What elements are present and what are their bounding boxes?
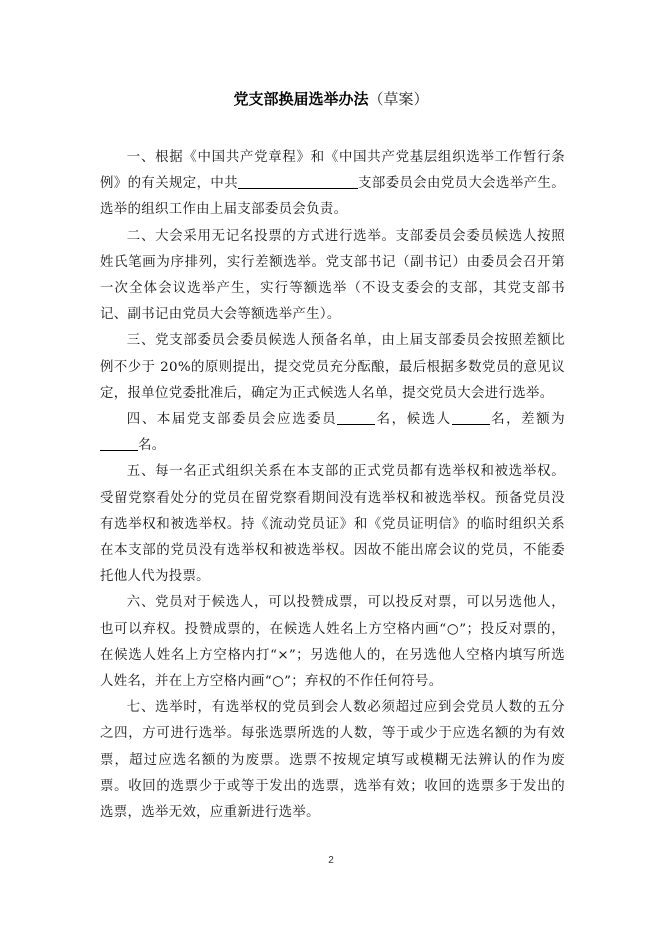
paragraph-2: 二、大会采用无记名投票的方式进行选举。支部委员会委员候选人按照姓氏笔画为序排列，实行差额选举。党支部书记（副书记）由委员会召开第一次全体会议选举产生，实行等额选举（不设支委会的支部，其党支部书记、副书记由党员大会等额选举产生）。 <box>100 228 565 323</box>
title-main: 党支部换届选举办法 <box>233 90 369 108</box>
paragraph-5: 五、每一名正式组织关系在本支部的正式党员都有选举权和被选举权。受留党察看处分的党员在留党察看期间没有选举权和被选举权。预备党员没有选举权和被选举权。持《流动党员证》和《党员证明信》的临时组织关系在本支部的党员没有选举权和被选举权。因故不能出席会议的党员，不能委托他人代为投票。 <box>100 464 565 585</box>
paragraph-4-text-d: 名。 <box>138 438 166 454</box>
blank-difference-count <box>100 435 138 451</box>
document-title <box>0 89 662 109</box>
paragraph-3: 三、党支部委员会委员候选人预备名单，由上届支部委员会按照差额比例不少于 20%的原则提出，提交党员充分酝酿，最后根据多数党员的意见议定，报单位党委批准后，确定为正式候选人名单，提交党员大会进行选举。 <box>100 333 565 401</box>
paragraph-4-text-c: 名，差额为 <box>489 412 565 428</box>
blank-branch-name <box>238 173 358 189</box>
paragraph-7: 七、选举时，有选举权的党员到会人数必须超过应到会党员人数的五分之四，方可进行选举。每张选票所选的人数，等于或少于应选名额的为有效票，超过应选名额的为废票。选票不按规定填写或模糊无法辨认的作为废票。收回的选票少于或等于发出的选票，选举有效；收回的选票多于发出的选票，选举无效，应重新进行选举。 <box>100 700 565 821</box>
title-suffix: （草案） <box>368 90 429 108</box>
blank-member-count <box>337 409 375 425</box>
paragraph-4-text-b: 名，候选人 <box>375 412 452 428</box>
paragraph-1-text-a: 一、根据《中国共产党章程》和《中国共产党基层组织选举工作暂行条例》的有关规定，中共 <box>100 150 565 192</box>
document-body <box>100 145 565 826</box>
paragraph-1-text-b: 支部委员会由党员大会选举产生。选举的组织工作由上届支部委员会负责。 <box>100 176 565 218</box>
paragraph-6: 六、党员对于候选人，可以投赞成票，可以投反对票，可以另选他人，也可以弃权。投赞成票的，在候选人姓名上方空格内画“○”；投反对票的，在候选人姓名上方空格内打“×”；另选他人的，在另选他人空格内填写所选人姓名，并在上方空格内画“○”；弃权的不作任何符号。 <box>100 595 565 690</box>
paragraph-4 <box>100 407 565 459</box>
paragraph-1 <box>100 145 565 224</box>
page-number: 2 <box>328 855 334 866</box>
paragraph-4-text-a: 四、本届党支部委员会应选委员 <box>126 412 338 428</box>
blank-candidate-count <box>452 409 490 425</box>
